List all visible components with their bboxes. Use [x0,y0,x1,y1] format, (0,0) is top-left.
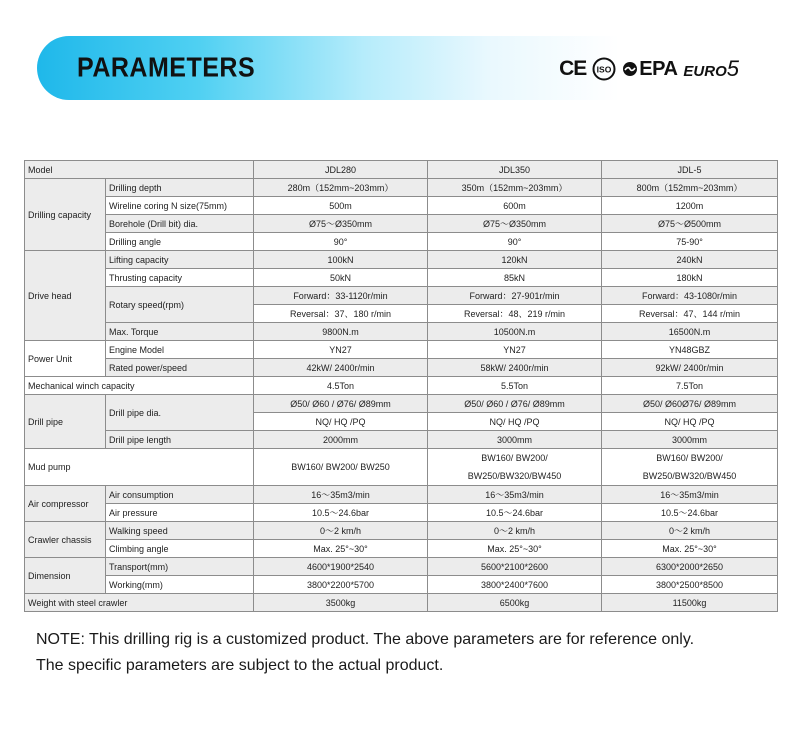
mud-pump-line: BW160/ BW200/ [481,453,548,463]
table-cell: 58kW/ 2400r/min [428,359,602,377]
table-cell: Ø75～Ø500mm [602,215,778,233]
table-cell: 3000mm [602,431,778,449]
table-cell: 16～35m3/min [602,486,778,504]
table-cell: 5.5Ton [428,377,602,395]
table-cell: 3800*2500*8500 [602,576,778,594]
iso-logo-icon [592,57,616,81]
table-cell: 90° [254,233,428,251]
model-name: JDL350 [428,161,602,179]
table-row [25,341,778,359]
row-label: Transport(mm) [106,558,254,576]
group-label: Drilling capacity [25,179,106,251]
model-name: JDL-5 [602,161,778,179]
table-cell: 240kN [602,251,778,269]
table-row [25,269,778,287]
table-cell: 10.5～24.6bar [254,504,428,522]
table-cell: 500m [254,197,428,215]
table-row [25,359,778,377]
table-cell: YN48GBZ [602,341,778,359]
table-cell: 11500kg [602,594,778,612]
table-cell: Reversal：48、219 r/min [428,305,602,323]
table-row [25,251,778,269]
table-cell: Ø50/ Ø60 / Ø76/ Ø89mm [254,395,428,413]
group-label: Crawler chassis [25,522,106,558]
group-label: Drill pipe [25,395,106,449]
row-label: Drilling angle [106,233,254,251]
table-row [25,377,778,395]
row-label: Wireline coring N size(75mm) [106,197,254,215]
row-label: Working(mm) [106,576,254,594]
table-cell [602,449,778,486]
table-row [25,395,778,413]
row-label: Drill pipe dia. [106,395,254,431]
table-cell: 85kN [428,269,602,287]
group-label: Drive head [25,251,106,341]
row-label: Mud pump [25,449,254,486]
table-cell: 3500kg [254,594,428,612]
table-cell: Forward：27-901r/min [428,287,602,305]
table-cell: YN27 [254,341,428,359]
table-cell: 42kW/ 2400r/min [254,359,428,377]
iso-logo-text: ISO [596,64,612,75]
table-cell: 16～35m3/min [254,486,428,504]
group-label: Air compressor [25,486,106,522]
epa-flower-icon [622,61,638,77]
row-label: Rated power/speed [106,359,254,377]
euro-number: 5 [726,56,739,81]
euro5-logo [683,56,739,82]
table-cell: Reversal：37、180 r/min [254,305,428,323]
table-cell: 3800*2400*7600 [428,576,602,594]
table-cell: NQ/ HQ /PQ [254,413,428,431]
table-cell: NQ/ HQ /PQ [602,413,778,431]
table-row [25,540,778,558]
table-cell: 75-90° [602,233,778,251]
row-label: Thrusting capacity [106,269,254,287]
table-cell: 10500N.m [428,323,602,341]
table-row [25,197,778,215]
table-cell: 10.5～24.6bar [428,504,602,522]
table-row [25,287,778,305]
note-line: NOTE: This drilling rig is a customized product. The above parameters are for reference only. [36,631,695,648]
table-row [25,522,778,540]
row-label: Mechanical winch capacity [25,377,254,395]
row-label: Borehole (Drill bit) dia. [106,215,254,233]
table-cell: 0～2 km/h [602,522,778,540]
table-cell: 90° [428,233,602,251]
table-row [25,504,778,522]
table-row [25,161,778,179]
table-cell: 16500N.m [602,323,778,341]
row-label: Lifting capacity [106,251,254,269]
euro-text: EURO [683,63,727,80]
mud-pump-line: BW250/BW320/BW450 [467,471,562,481]
table-cell: 6500kg [428,594,602,612]
table-cell [428,449,602,486]
row-label: Walking speed [106,522,254,540]
model-label: Model [25,161,254,179]
row-label: Rotary speed(rpm) [106,287,254,323]
table-cell [254,449,428,486]
table-cell: Forward：33-1120r/min [254,287,428,305]
table-row [25,431,778,449]
table-cell: 7.5Ton [602,377,778,395]
table-cell: 800m（152mm~203mm） [602,179,778,197]
row-label: Drilling depth [106,179,254,197]
mud-pump-line: BW160/ BW200/ [656,453,723,463]
table-row [25,594,778,612]
table-row [25,323,778,341]
mud-pump-line: BW250/BW320/BW450 [642,471,737,481]
group-label: Power Unit [25,341,106,377]
table-cell: 5600*2100*2600 [428,558,602,576]
table-cell: 180kN [602,269,778,287]
table-cell: Ø75～Ø350mm [428,215,602,233]
epa-logo [622,58,677,81]
table-cell: 92kW/ 2400r/min [602,359,778,377]
table-cell: Max. 25°~30° [254,540,428,558]
disclaimer-note [36,627,776,679]
table-cell: Forward：43-1080r/min [602,287,778,305]
model-name: JDL280 [254,161,428,179]
table-cell: 3800*2200*5700 [254,576,428,594]
table-cell: 350m（152mm~203mm） [428,179,602,197]
table-row [25,179,778,197]
parameters-banner [37,36,765,100]
table-cell: 2000mm [254,431,428,449]
table-cell: 10.5～24.6bar [602,504,778,522]
table-cell: Max. 25°~30° [428,540,602,558]
certification-logos [559,54,739,84]
table-cell: 4600*1900*2540 [254,558,428,576]
epa-text: EPA [639,57,678,80]
table-cell: 280m（152mm~203mm） [254,179,428,197]
row-label: Air consumption [106,486,254,504]
table-cell: 9800N.m [254,323,428,341]
table-cell: 50kN [254,269,428,287]
row-label: Drill pipe length [106,431,254,449]
table-row [25,449,778,486]
table-cell: 120kN [428,251,602,269]
table-cell: 3000mm [428,431,602,449]
row-label: Air pressure [106,504,254,522]
table-cell: Ø50/ Ø60 / Ø76/ Ø89mm [428,395,602,413]
table-cell: Max. 25°~30° [602,540,778,558]
note-line: The specific parameters are subject to the actual product. [36,657,444,674]
table-cell: 0～2 km/h [428,522,602,540]
table-row [25,576,778,594]
table-cell: Reversal：47、144 r/min [602,305,778,323]
table-cell: Ø50/ Ø60Ø76/ Ø89mm [602,395,778,413]
ce-mark-icon: CE [559,57,587,80]
banner-title: PARAMETERS [77,52,256,84]
row-label: Max. Torque [106,323,254,341]
group-label: Dimension [25,558,106,594]
table-cell: 16～35m3/min [428,486,602,504]
row-label: Engine Model [106,341,254,359]
table-row [25,558,778,576]
table-cell: Ø75～Ø350mm [254,215,428,233]
table-cell: 6300*2000*2650 [602,558,778,576]
table-row [25,486,778,504]
table-cell: NQ/ HQ /PQ [428,413,602,431]
table-cell: 1200m [602,197,778,215]
table-row [25,233,778,251]
table-cell: YN27 [428,341,602,359]
table-cell: 600m [428,197,602,215]
mud-pump-line: BW160/ BW200/ BW250 [291,462,390,472]
row-label: Weight with steel crawler [25,594,254,612]
row-label: Climbing angle [106,540,254,558]
table-cell: 100kN [254,251,428,269]
table-row [25,215,778,233]
table-cell: 4.5Ton [254,377,428,395]
table-cell: 0～2 km/h [254,522,428,540]
parameters-table [24,160,778,612]
